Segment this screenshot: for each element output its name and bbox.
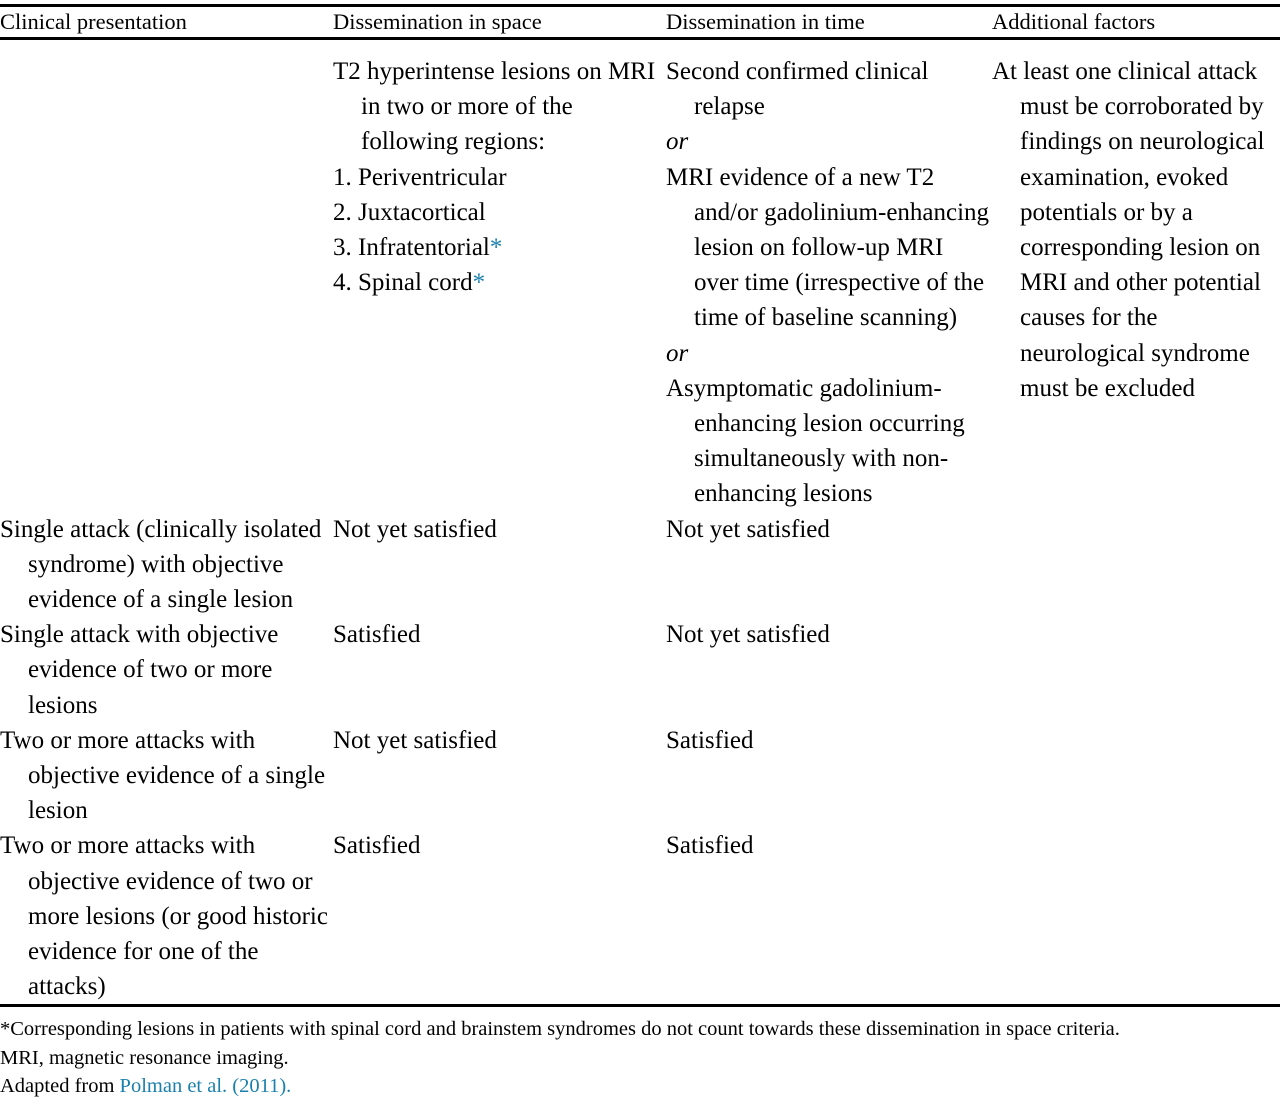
dis-time-connector-1: or: [666, 128, 689, 156]
footnote-asterisk-note: *Corresponding lesions in patients with spinal cord and brainstem syndromes do not count towards these dissemination in space criteria.: [0, 1018, 1120, 1041]
table-row: [0, 723, 1280, 829]
list-item: [333, 160, 666, 195]
row-clinical-presentation-text: Single attack with objective evidence of two or more lesions: [0, 621, 279, 719]
row-dissemination-in-time-status: Satisfied: [666, 726, 754, 754]
table-row: [0, 828, 1280, 1004]
dis-space-region-list: [333, 160, 666, 301]
list-item-number: 4.: [333, 269, 352, 297]
table-body-top-spacer: [0, 40, 1280, 54]
cell-dissemination-in-time: [666, 617, 992, 723]
column-header-dissemination-in-time-label: Dissemination in time: [666, 9, 865, 34]
cell-dissemination-in-space: [333, 512, 666, 618]
footnote-marker-asterisk[interactable]: *: [472, 269, 486, 297]
column-header-additional-factors: [992, 7, 1280, 37]
additional-factors-content: [992, 54, 1280, 406]
dis-time-option-3: Asymptomatic gadolinium-enhancing lesion occurring simultaneously with non-enhancing lesions: [666, 374, 965, 508]
dis-time-connector-2: or: [666, 339, 689, 367]
cell-dissemination-in-space: [333, 617, 666, 723]
footnote-source-prefix: Adapted from: [0, 1075, 120, 1098]
cell-additional-factors: [992, 828, 1280, 1004]
cell-clinical-presentation: [0, 512, 333, 618]
dis-space-intro-text: T2 hyperintense lesions on MRI in two or more of the following regions:: [333, 58, 656, 156]
dis-time-option-2: MRI evidence of a new T2 and/or gadolinium-enhancing lesion on follow-up MRI over time (irrespective of the time of baseline scanning): [666, 163, 990, 332]
cell-additional-factors: [992, 512, 1280, 618]
cell-clinical-presentation: [0, 828, 333, 1004]
row-clinical-presentation-text: Two or more attacks with objective evidence of a single lesion: [0, 726, 326, 825]
footnote-source-citation-link[interactable]: Polman et al. (2011).: [119, 1075, 292, 1098]
row-dissemination-in-space-status: Satisfied: [333, 832, 421, 860]
list-item: [333, 265, 666, 300]
column-header-dissemination-in-time: [666, 7, 992, 37]
footnote-abbreviation-note: MRI, magnetic resonance imaging.: [0, 1046, 289, 1069]
column-header-clinical-presentation-label: Clinical presentation: [0, 9, 187, 34]
row-dissemination-in-time-status: Satisfied: [666, 832, 754, 860]
dis-time-option-1: Second confirmed clinical relapse: [666, 58, 929, 121]
row-dissemination-in-time-status: Not yet satisfied: [666, 515, 830, 543]
list-item: [333, 230, 666, 265]
dis-time-content: [666, 54, 992, 512]
mcdonald-criteria-table: [0, 7, 1280, 37]
table-row: [0, 512, 1280, 618]
list-item: [333, 195, 666, 230]
row-dissemination-in-space-status: Not yet satisfied: [333, 515, 497, 543]
list-item-number: 3.: [333, 234, 352, 262]
table-row: [0, 54, 1280, 512]
table-footnotes: [0, 1007, 1280, 1101]
table-row: [0, 617, 1280, 723]
cell-clinical-presentation: [0, 723, 333, 829]
list-item-number: 2.: [333, 198, 352, 226]
cell-dissemination-in-time: [666, 828, 992, 1004]
row-dissemination-in-time-status: Not yet satisfied: [666, 621, 830, 649]
row-clinical-presentation-text: Two or more attacks with objective evidence of two or more lesions (or good historic evidence for one of the attacks): [0, 832, 328, 1001]
column-header-additional-factors-label: Additional factors: [992, 9, 1156, 34]
column-header-dissemination-in-space: [333, 7, 666, 37]
row-dissemination-in-space-status: Satisfied: [333, 621, 421, 649]
column-header-dissemination-in-space-label: Dissemination in space: [333, 9, 542, 34]
dis-space-content: [333, 54, 666, 300]
cell-clinical-presentation: [0, 54, 333, 512]
cell-additional-factors: [992, 617, 1280, 723]
cell-dissemination-in-space: [333, 723, 666, 829]
column-header-clinical-presentation: [0, 7, 333, 37]
list-item-label: Juxtacortical: [358, 198, 486, 226]
row-clinical-presentation-text: Single attack (clinically isolated syndrome) with objective evidence of a single lesion: [0, 515, 322, 614]
cell-dissemination-in-space: [333, 54, 666, 512]
cell-clinical-presentation: [0, 617, 333, 723]
list-item-number: 1.: [333, 163, 352, 191]
list-item-label: Spinal cord: [358, 269, 473, 297]
table-header-row: [0, 7, 1280, 37]
additional-factors-text: At least one clinical attack must be corroborated by findings on neurological examination, evoked potentials or by a corresponding lesion on MRI and other potential causes for the neurological syndrome must be excluded: [992, 58, 1265, 402]
cell-dissemination-in-time: [666, 723, 992, 829]
footnote-source-line: [0, 1072, 1280, 1101]
list-item-label: Periventricular: [358, 163, 507, 191]
row-dissemination-in-space-status: Not yet satisfied: [333, 726, 497, 754]
cell-dissemination-in-time: [666, 512, 992, 618]
cell-additional-factors: [992, 54, 1280, 512]
cell-additional-factors: [992, 723, 1280, 829]
cell-dissemination-in-time: [666, 54, 992, 512]
criteria-table-body: [0, 40, 1280, 1004]
footnote-marker-asterisk[interactable]: *: [489, 234, 503, 262]
list-item-label: Infratentorial: [358, 234, 490, 262]
cell-dissemination-in-space: [333, 828, 666, 1004]
criteria-table-container: [0, 4, 1280, 1101]
